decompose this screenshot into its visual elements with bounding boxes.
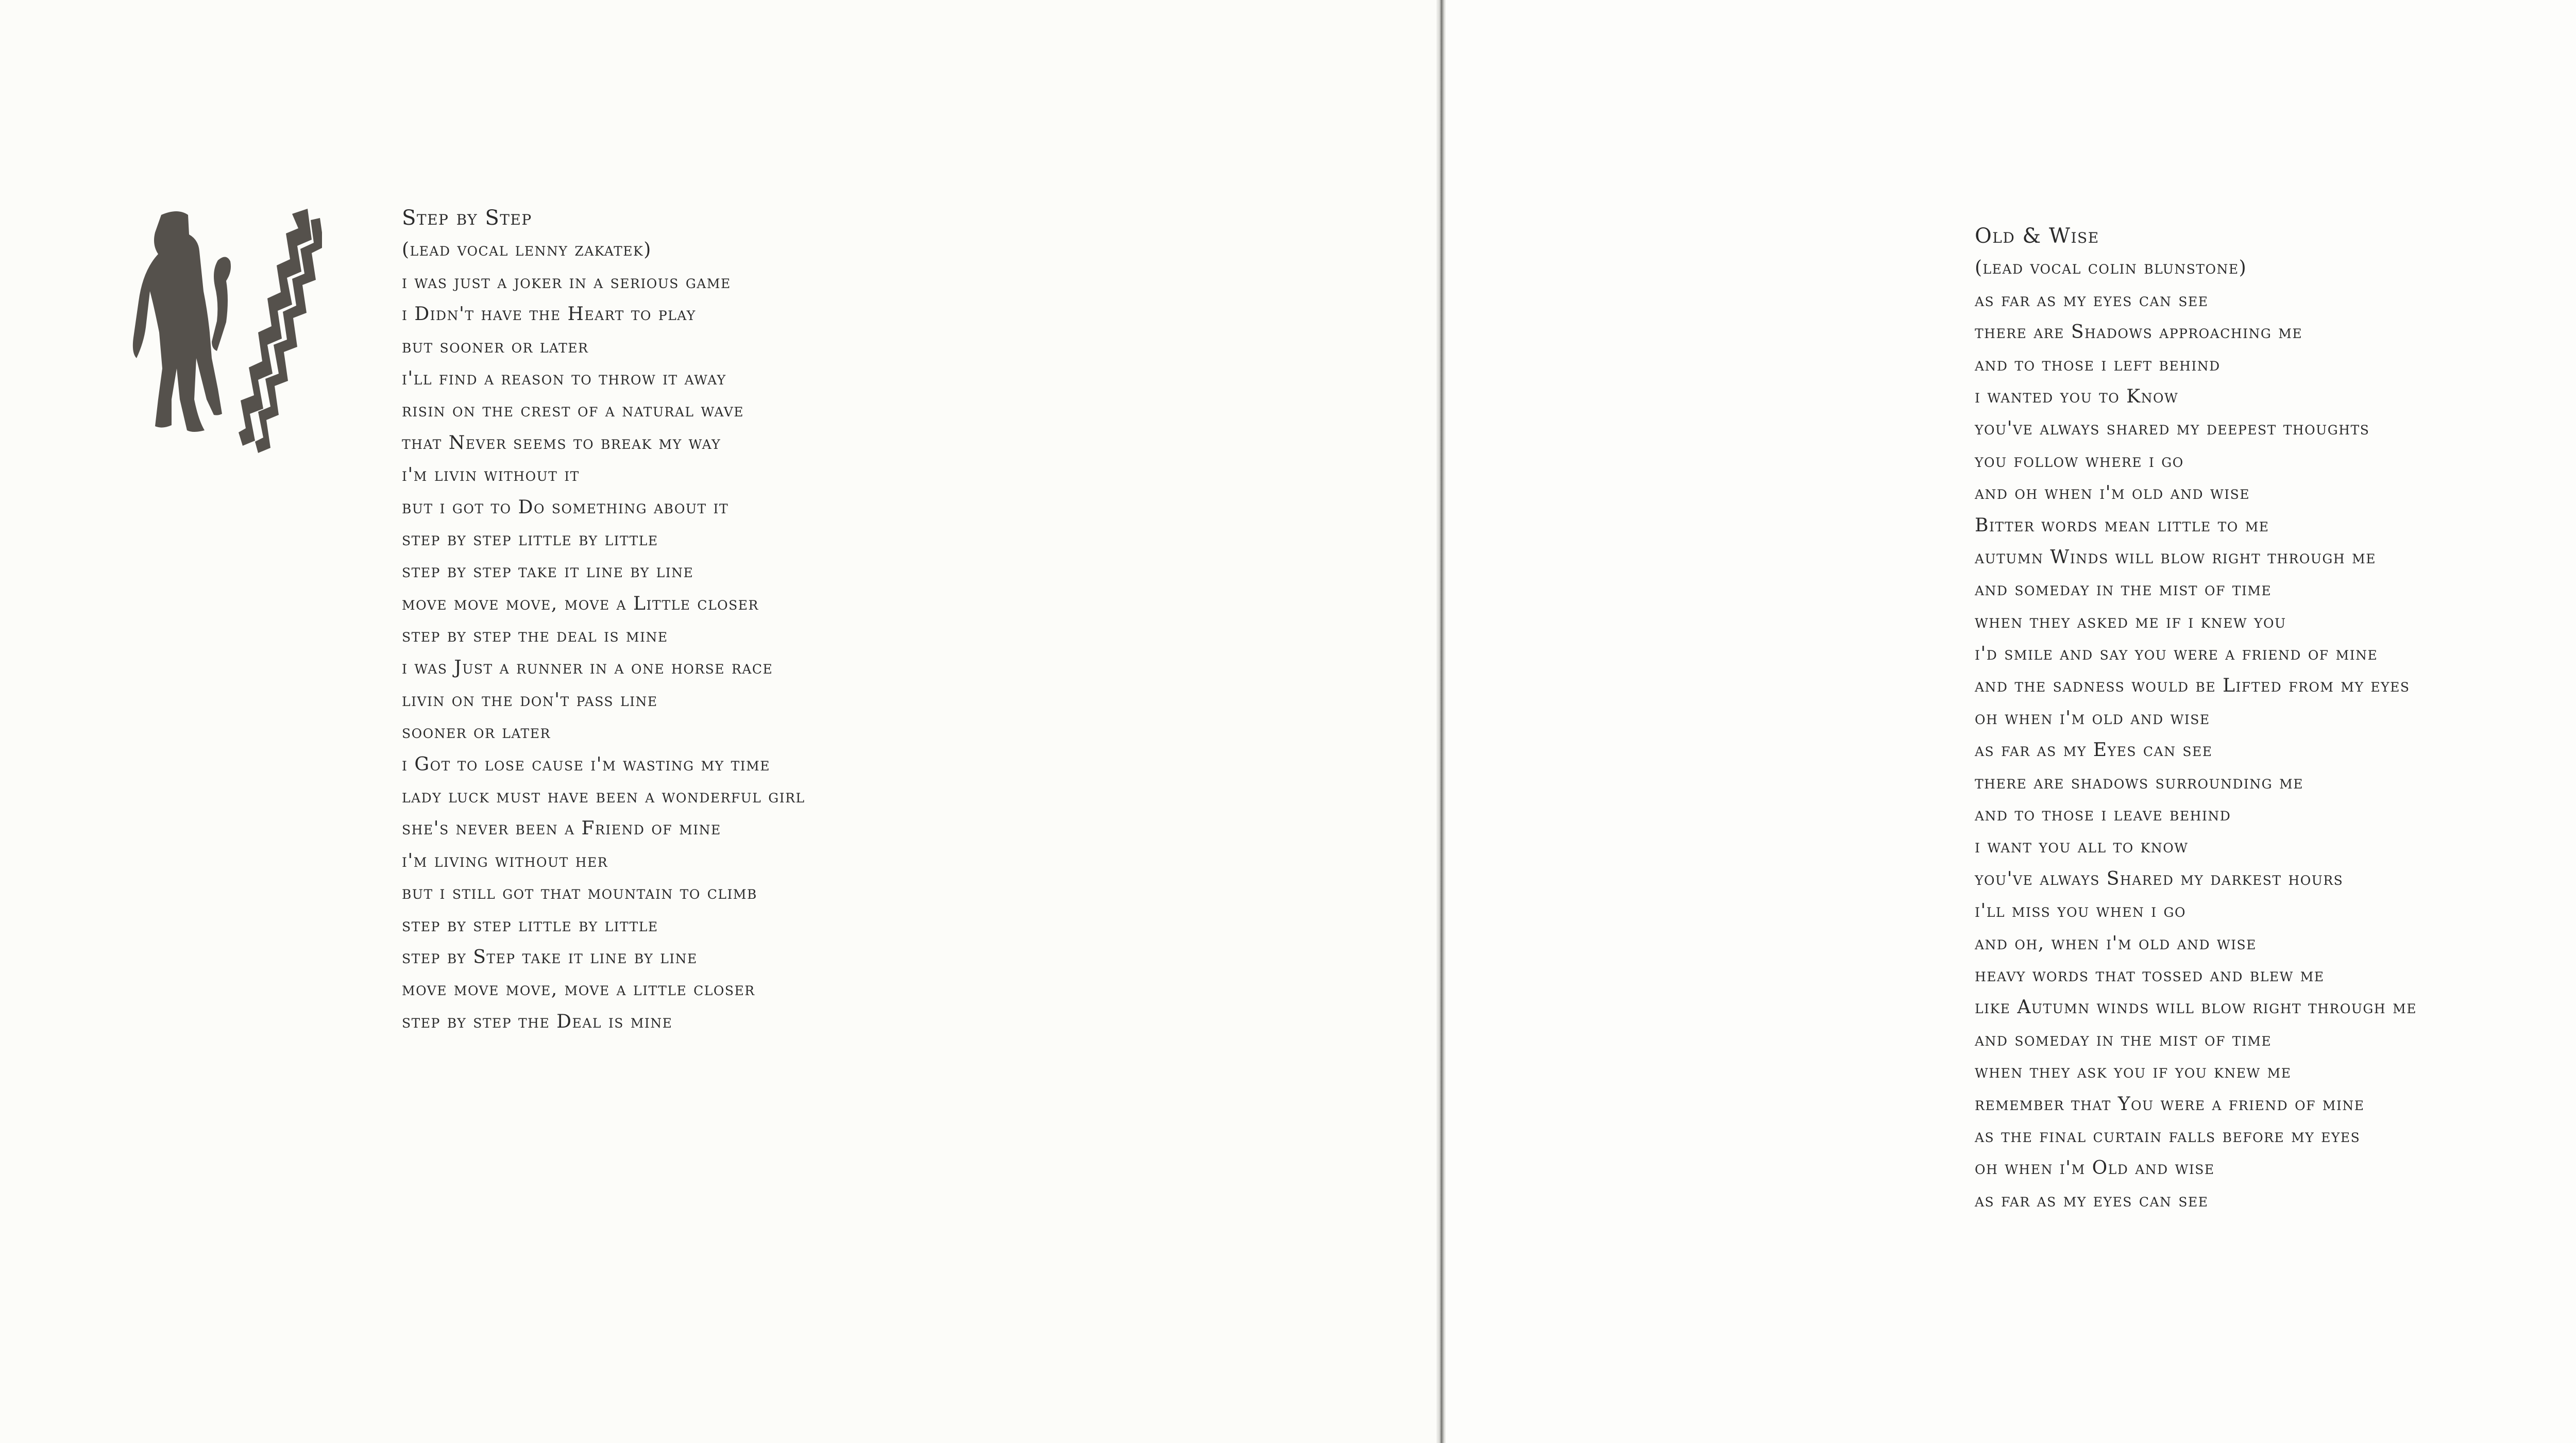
lyric-line: lady luck must have been a wonderful girl [402, 786, 805, 808]
song-title: Old & Wise [1975, 224, 2099, 248]
lyric-line: and oh when i'm old and wise [1975, 482, 2250, 504]
lyric-line: like Autumn winds will blow right through me [1975, 997, 2417, 1018]
lyric-line: you follow where i go [1975, 450, 2184, 472]
lyric-line: when they asked me if i knew you [1975, 611, 2286, 632]
song-title: Step by Step [402, 206, 532, 230]
lyric-line: move move move, move a little closer [402, 979, 755, 1000]
lyric-line: she's never been a Friend of mine [402, 818, 721, 840]
lyric-line: that Never seems to break my way [402, 432, 721, 454]
song-credit: (lead vocal colin blunstone) [1975, 257, 2247, 279]
lyric-line: and someday in the mist of time [1975, 579, 2272, 600]
lyric-line: step by step the Deal is mine [402, 1011, 673, 1032]
song-credit: (lead vocal lenny zakatek) [402, 239, 652, 261]
lyric-line: you've always Shared my darkest hours [1975, 868, 2344, 890]
lyric-line: risin on the crest of a natural wave [402, 400, 744, 422]
lyric-line: you've always shared my deepest thoughts [1975, 418, 2370, 440]
old-and-wise-lyrics [1975, 220, 2417, 1217]
lyric-line: oh when i'm Old and wise [1975, 1157, 2215, 1179]
lyric-line: sooner or later [402, 722, 551, 743]
lyric-line: and oh, when i'm old and wise [1975, 932, 2257, 954]
lyric-line: step by step little by little [402, 914, 658, 936]
lyric-line: there are shadows surrounding me [1975, 771, 2303, 793]
book-gutter [1436, 0, 1447, 1443]
lyric-line: remember that You were a friend of mine [1975, 1093, 2365, 1115]
lyric-line: step by step the deal is mine [402, 625, 668, 647]
lyric-line: and to those i leave behind [1975, 804, 2231, 826]
lyric-line: oh when i'm old and wise [1975, 707, 2210, 729]
lyric-line: i'd smile and say you were a friend of mine [1975, 643, 2378, 665]
lyric-line: step by Step take it line by line [402, 946, 698, 968]
lyric-line: i was Just a runner in a one horse race [402, 657, 773, 679]
lyric-line: as far as my Eyes can see [1975, 740, 2213, 761]
lyric-line: step by step take it line by line [402, 561, 694, 582]
lyric-line: but sooner or later [402, 335, 589, 357]
lyric-line: and to those i left behind [1975, 354, 2221, 375]
lyric-line: step by step little by little [402, 528, 658, 550]
lyric-line: Bitter words mean little to me [1975, 514, 2269, 536]
lyric-line: but i still got that mountain to climb [402, 882, 757, 904]
lyric-line: i'm livin without it [402, 464, 580, 486]
lyric-line: i want you all to know [1975, 836, 2189, 858]
lyric-line: but i got to Do something about it [402, 496, 729, 518]
lyric-line: livin on the don't pass line [402, 689, 658, 711]
lyric-line: there are Shadows approaching me [1975, 322, 2303, 343]
lyric-line: i Got to lose cause i'm wasting my time [402, 753, 771, 775]
lyric-line: i'll find a reason to throw it away [402, 367, 726, 389]
lyric-line: as far as my eyes can see [1975, 289, 2209, 311]
lyric-line: move move move, move a Little closer [402, 593, 759, 614]
lyric-line: and the sadness would be Lifted from my eyes [1975, 675, 2410, 697]
lyric-line: as far as my eyes can see [1975, 1189, 2209, 1211]
lyric-line: heavy words that tossed and blew me [1975, 964, 2325, 986]
lyric-line: and someday in the mist of time [1975, 1029, 2272, 1050]
lyric-line: as the final curtain falls before my eyes [1975, 1125, 2361, 1147]
right-page [1446, 0, 2576, 1443]
lyric-line: autumn Winds will blow right through me [1975, 546, 2376, 568]
lyric-line: i'm living without her [402, 850, 608, 871]
lyric-line: i wanted you to Know [1975, 385, 2179, 407]
step-by-step-lyrics [402, 202, 805, 1038]
lyric-line: i was just a joker in a serious game [402, 271, 731, 293]
figure-and-stairs-icon [116, 204, 322, 461]
lyric-line: when they ask you if you knew me [1975, 1061, 2292, 1083]
lyric-line: i Didn't have the Heart to play [402, 304, 696, 325]
lyric-line: i'll miss you when i go [1975, 900, 2187, 922]
